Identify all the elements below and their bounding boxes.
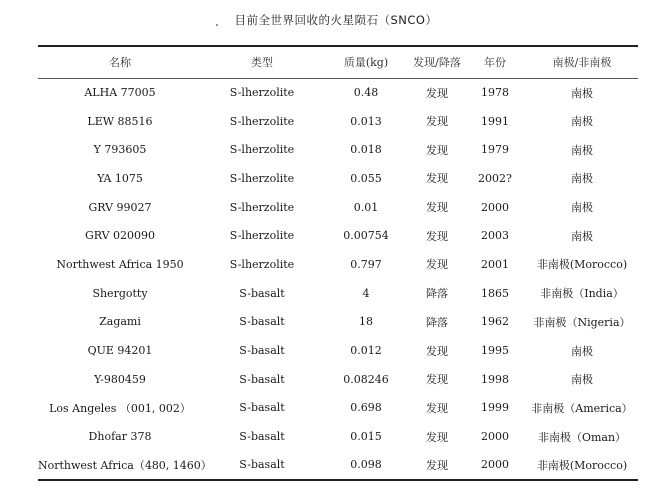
cell-name: QUE 94201	[87, 344, 153, 358]
cell-name: Y-980459	[94, 372, 146, 386]
cell-region: 南极	[571, 344, 593, 358]
cell-type: S-lherzolite	[229, 257, 295, 271]
header-mass: 质量(kg)	[322, 46, 410, 78]
table-row	[38, 422, 638, 451]
cell-type: S-basalt	[239, 286, 285, 300]
cell-find-fall: 发现	[426, 401, 448, 415]
header-type: 类型	[202, 46, 322, 78]
cell-find-fall: 发现	[426, 373, 448, 387]
page-title: 目前全世界回收的火星陨石（SNCO）	[234, 13, 438, 27]
cell-region: 南极	[571, 201, 593, 215]
cell-type: S-basalt	[239, 315, 285, 329]
table-row	[38, 221, 638, 250]
cell-year: 2001	[481, 257, 509, 271]
header-year: 年份	[464, 46, 526, 78]
cell-year: 1995	[481, 344, 509, 358]
cell-mass: 0.698	[350, 401, 382, 415]
cell-type: S-basalt	[239, 344, 285, 358]
cell-mass: 4	[362, 286, 370, 300]
table-row	[38, 336, 638, 365]
table-body	[38, 78, 638, 480]
cell-find-fall: 发现	[426, 172, 448, 186]
cell-type: S-lherzolite	[229, 171, 295, 185]
cell-type: S-basalt	[239, 401, 285, 415]
cell-region: 南极	[571, 86, 593, 100]
cell-year: 2003	[481, 229, 509, 243]
cell-region: 非南极（Oman）	[537, 430, 627, 444]
cell-type: S-lherzolite	[229, 86, 295, 100]
header-name: 名称	[38, 46, 202, 78]
cell-find-fall: 发现	[426, 201, 448, 215]
cell-year: 1962	[481, 315, 509, 329]
cell-year: 1998	[481, 372, 509, 386]
cell-find-fall: 发现	[426, 115, 448, 129]
cell-region: 非南极(Morocco)	[536, 258, 628, 272]
cell-name: YA 1075	[97, 171, 143, 185]
cell-type: S-lherzolite	[229, 200, 295, 214]
cell-year: 1865	[481, 286, 509, 300]
meteorite-table	[38, 45, 638, 481]
table-row	[38, 451, 638, 480]
cell-mass: 0.797	[350, 257, 382, 271]
cell-year: 2000	[481, 430, 509, 444]
cell-type: S-lherzolite	[229, 114, 295, 128]
cell-find-fall: 发现	[426, 86, 448, 100]
cell-mass: 0.48	[353, 86, 379, 100]
cell-name: Y 793605	[93, 143, 147, 157]
cell-mass: 0.055	[350, 171, 382, 185]
cell-find-fall: 发现	[426, 229, 448, 243]
table-row	[38, 135, 638, 164]
table-row	[38, 164, 638, 193]
cell-name: LEW 88516	[87, 114, 153, 128]
cell-name: Shergotty	[92, 286, 148, 300]
table-row	[38, 308, 638, 337]
cell-mass: 18	[359, 315, 373, 329]
cell-year: 2000	[464, 451, 526, 480]
cell-region: 非南极（India）	[540, 287, 624, 301]
cell-find-fall: 发现	[426, 430, 448, 444]
header-region: 南极/非南极	[526, 46, 638, 78]
table-row	[38, 394, 638, 423]
cell-find-fall: 降落	[426, 287, 448, 301]
table-header	[38, 46, 638, 78]
cell-name: GRV 020090	[84, 229, 156, 243]
cell-year: 1978	[481, 86, 509, 100]
table-row	[38, 279, 638, 308]
cell-name: Los Angeles （001, 002）	[49, 401, 191, 415]
cell-mass: 0.015	[350, 430, 382, 444]
cell-find-fall: 降落	[426, 315, 448, 329]
cell-region: 南极	[571, 229, 593, 243]
cell-mass: 0.01	[353, 200, 379, 214]
cell-year: 1991	[481, 114, 509, 128]
cell-mass: 0.012	[350, 344, 382, 358]
table-row	[38, 250, 638, 279]
cell-find-fall: 发现	[410, 451, 464, 480]
cell-type: S-lherzolite	[229, 143, 295, 157]
table-row	[38, 193, 638, 222]
cell-name: GRV 99027	[88, 200, 152, 214]
cell-mass: 0.018	[350, 143, 382, 157]
cell-region: 南极	[571, 172, 593, 186]
table-row	[38, 365, 638, 394]
cell-type: S-lherzolite	[229, 229, 295, 243]
cell-region: 南极	[571, 115, 593, 129]
cell-type: S-basalt	[202, 451, 322, 480]
cell-year: 2002?	[478, 171, 512, 185]
cell-name: Northwest Africa 1950	[56, 257, 184, 271]
cell-name: Northwest Africa（480, 1460）	[38, 451, 202, 480]
cell-region: 南极	[571, 373, 593, 387]
cell-region: 非南极(Morocco)	[526, 451, 638, 480]
table-row	[38, 78, 638, 107]
cell-mass: 0.08246	[343, 372, 389, 386]
table-row	[38, 107, 638, 136]
cell-mass: 0.00754	[343, 229, 389, 243]
cell-region: 非南极（Nigeria）	[533, 315, 631, 329]
cell-region: 非南极（America）	[531, 401, 633, 415]
cell-name: Dhofar 378	[88, 430, 152, 444]
cell-type: S-basalt	[239, 372, 285, 386]
cell-name: Zagami	[99, 315, 141, 329]
cell-name: ALHA 77005	[84, 86, 156, 100]
cell-year: 2000	[481, 200, 509, 214]
cell-find-fall: 发现	[426, 143, 448, 157]
cell-find-fall: 发现	[426, 344, 448, 358]
cell-year: 1999	[481, 401, 509, 415]
cell-mass: 0.098	[322, 451, 410, 480]
cell-year: 1979	[481, 143, 509, 157]
cell-type: S-basalt	[239, 430, 285, 444]
cell-region: 南极	[571, 143, 593, 157]
cell-find-fall: 发现	[426, 258, 448, 272]
header-row	[38, 46, 638, 78]
cell-mass: 0.013	[350, 114, 382, 128]
header-find-fall: 发现/降落	[410, 46, 464, 78]
